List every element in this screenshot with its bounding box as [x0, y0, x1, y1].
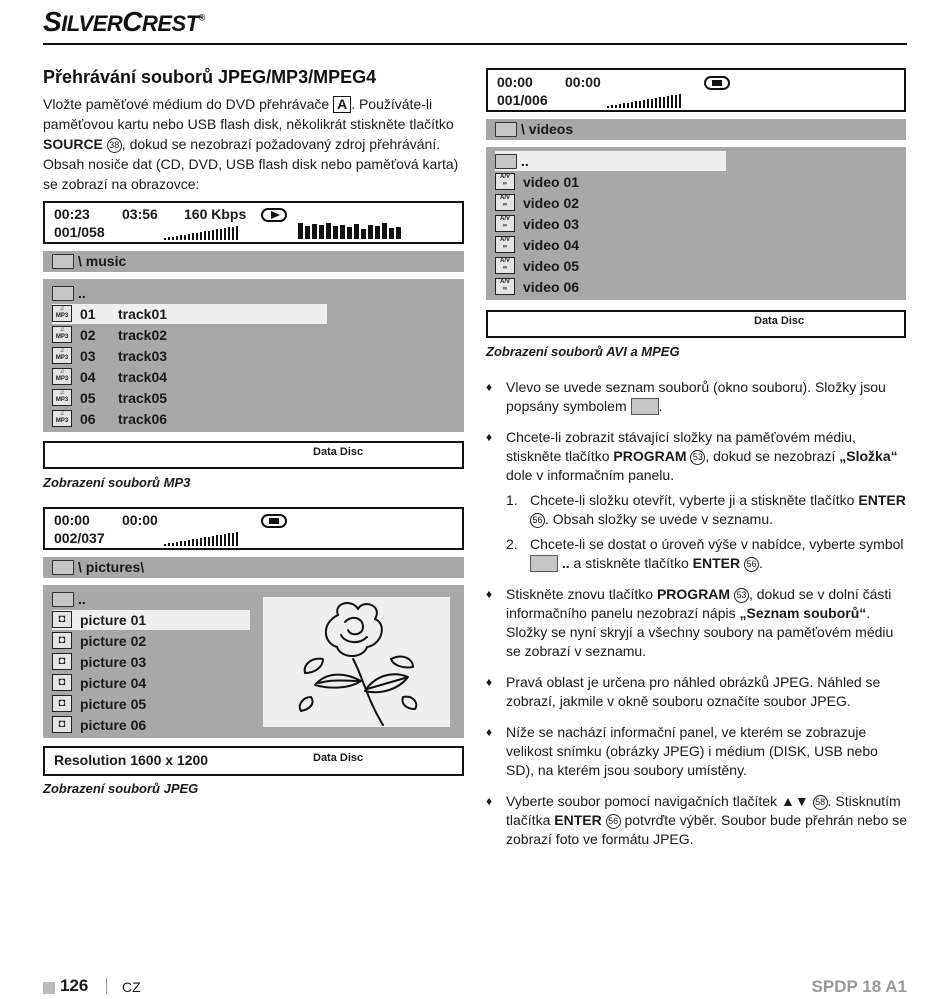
list-item[interactable]: ♫ MP3 02 track02: [52, 325, 327, 345]
header-rule: [43, 43, 907, 45]
list-item[interactable]: ◘ picture 06: [52, 715, 250, 735]
sub-step: 1. Chcete-li složku otevřít, vyberte ji a stiskněte tlačítko ENTER 56 . Obsah složky se uvede v seznamu.: [506, 492, 906, 527]
video-file-icon: A/V ∞: [495, 194, 515, 211]
video-info-panel: 00:00 00:00 001/006: [486, 68, 906, 112]
list-item[interactable]: A/V ∞ video 06: [495, 277, 726, 297]
video-file-list: [486, 147, 906, 300]
footer-divider: [106, 978, 107, 994]
volume-bars: [164, 532, 240, 546]
video-caption: Zobrazení souborů AVI a MPEG: [486, 344, 680, 359]
list-item[interactable]: A/V ∞ video 01: [495, 172, 726, 192]
mp3-total: 03:56: [122, 206, 158, 222]
volume-bars: [164, 226, 240, 240]
jpeg-file-list: [43, 585, 464, 738]
jpeg-status-bar: Resolution 1600 x 1200 Data Disc: [43, 746, 464, 776]
camera-icon: ◘: [52, 674, 72, 691]
bullet-item: ♦ Vlevo se uvede seznam souborů (okno souboru). Složky jsou popsány symbolem .: [486, 379, 886, 414]
mp3-file-icon: ♫ MP3: [52, 347, 72, 364]
jpeg-path-bar: \ pictures\: [43, 557, 464, 578]
parent-folder-item[interactable]: ..: [52, 283, 327, 303]
language-code: CZ: [122, 979, 141, 995]
mp3-info-panel: [43, 201, 464, 244]
folder-icon: [530, 555, 558, 572]
jpeg-caption: Zobrazení souborů JPEG: [43, 781, 199, 796]
camera-icon: ◘: [52, 632, 72, 649]
parent-folder-item[interactable]: ..: [495, 151, 726, 171]
video-status-bar: Data Disc: [486, 310, 906, 338]
camera-icon: ◘: [52, 716, 72, 733]
mp3-file-list: [43, 279, 464, 432]
video-file-icon: A/V ∞: [495, 173, 515, 190]
list-item[interactable]: ◘ picture 01: [52, 610, 250, 630]
mp3-file-icon: ♫ MP3: [52, 326, 72, 343]
section-title: Přehrávání souborů JPEG/MP3/MPEG4: [43, 67, 377, 87]
list-item[interactable]: ♫ MP3 03 track03: [52, 346, 327, 366]
video-file-icon: A/V ∞: [495, 278, 515, 295]
rose-illustration-icon: [263, 597, 450, 727]
stop-icon: [261, 514, 287, 528]
folder-icon: [52, 254, 74, 269]
play-icon: [261, 208, 287, 222]
list-item[interactable]: ♫ MP3 05 track05: [52, 388, 327, 408]
folder-icon: [495, 154, 517, 169]
list-item[interactable]: ♫ MP3 01 track01: [52, 304, 327, 324]
mp3-elapsed: 00:23: [54, 206, 90, 222]
mp3-caption: Zobrazení souborů MP3: [43, 475, 191, 490]
list-item[interactable]: A/V ∞ video 04: [495, 235, 726, 255]
instructions-list: [486, 378, 908, 861]
list-item[interactable]: ◘ picture 02: [52, 631, 250, 651]
list-item[interactable]: ◘ picture 03: [52, 652, 250, 672]
jpeg-preview: [263, 597, 450, 727]
video-file-icon: A/V ∞: [495, 236, 515, 253]
list-item[interactable]: A/V ∞ video 03: [495, 214, 726, 234]
folder-icon: [52, 286, 74, 301]
list-item[interactable]: ◘ picture 04: [52, 673, 250, 693]
mp3-file-icon: ♫ MP3: [52, 410, 72, 427]
volume-bars: [607, 94, 683, 108]
intro-paragraph: Vložte paměťové médium do DVD přehrávače A . Používáte-li paměťovou kartu nebo USB flash disk, několikrát stiskněte tlačítko SOURCE 38 , dokud se nezobrazí požadovaný zdroj přehrávání. Obsah nosiče dat (CD, DVD, USB flash disk nebo paměťová karta) se zobrazí na obrazovce:: [43, 96, 459, 192]
page-number: 126: [60, 976, 89, 995]
mp3-path-bar: \ music: [43, 251, 464, 272]
bullet-item: ♦ Níže se nachází informační panel, ve kterém se zobrazuje velikost snímku (obrázky JPEG) i médium (DISK, USB nebo SD), na kterém jsou soubory umístěny.: [486, 724, 878, 778]
video-path-bar: \ videos: [486, 119, 906, 140]
mp3-file-icon: ♫ MP3: [52, 389, 72, 406]
bullet-item: ♦ Stiskněte znovu tlačítko PROGRAM 53 , dokud se v dolní části informačního panelu nezobrazí nápis „Seznam souborů“. Složky se nyní skryjí a všechny soubory na paměťovém médiu se zobrazí v seznamu.: [486, 586, 894, 659]
sub-step: 2. Chcete-li se dostat o úroveň výše v nabídce, vyberte symbol .. a stiskněte tlačítko ENTER 56 .: [506, 536, 904, 571]
list-item[interactable]: ♫ MP3 06 track06: [52, 409, 327, 429]
model-number: SPDP 18 A1: [811, 977, 907, 996]
equalizer-bars: [298, 223, 403, 239]
list-item[interactable]: ♫ MP3 04 track04: [52, 367, 327, 387]
bullet-item: ♦ Chcete-li zobrazit stávající složky na paměťovém médiu, stiskněte tlačítko PROGRAM 53 , dokud se nezobrazí „Složka“ dole v informačním panelu. 1. Chcete-li složku otevřít, vyberte ji a stiskněte tlačítko ENTER 56 . Obsah složky se uvede v seznamu. 2. Chcete-li se dostat o úroveň výše v nabídce, vyberte symbol .. a stiskněte tlačítko ENTER 56 .: [486, 428, 908, 573]
camera-icon: ◘: [52, 611, 72, 628]
folder-icon: [495, 122, 517, 137]
mp3-file-icon: ♫ MP3: [52, 305, 72, 322]
footer-marker: [43, 982, 55, 994]
resolution-readout: Resolution 1600 x 1200: [54, 752, 209, 768]
video-file-icon: A/V ∞: [495, 215, 515, 232]
parent-folder-item[interactable]: ..: [52, 589, 250, 609]
folder-icon: [631, 398, 659, 415]
jpeg-info-panel: 00:00 00:00 002/037: [43, 507, 464, 550]
list-item[interactable]: A/V ∞ video 05: [495, 256, 726, 276]
mp3-file-icon: ♫ MP3: [52, 368, 72, 385]
mp3-bitrate: 160 Kbps: [184, 206, 247, 222]
bullet-item: ♦ Vyberte soubor pomocí navigačních tlačítek ▲▼ 58 . Stisknutím tlačítka ENTER 56 potvrďte výběr. Soubor bude přehrán nebo se zobrazí foto ve formátu JPEG.: [486, 793, 908, 847]
video-file-icon: A/V ∞: [495, 257, 515, 274]
stop-icon: [704, 76, 730, 90]
camera-icon: ◘: [52, 695, 72, 712]
brand-logo: SILVERCREST®: [43, 6, 205, 37]
camera-icon: ◘: [52, 653, 72, 670]
list-item[interactable]: ◘ picture 05: [52, 694, 250, 714]
folder-icon: [52, 592, 74, 607]
mp3-counter: 001/058: [54, 224, 105, 240]
bullet-item: ♦ Pravá oblast je určena pro náhled obrázků JPEG. Náhled se zobrazí, jakmile v okně souboru označíte soubor JPEG.: [486, 674, 881, 709]
mp3-status-bar: Data Disc: [43, 441, 464, 469]
key-a-label: A: [333, 96, 351, 113]
folder-icon: [52, 560, 74, 575]
list-item[interactable]: A/V ∞ video 02: [495, 193, 726, 213]
source-number: 38: [107, 138, 122, 153]
